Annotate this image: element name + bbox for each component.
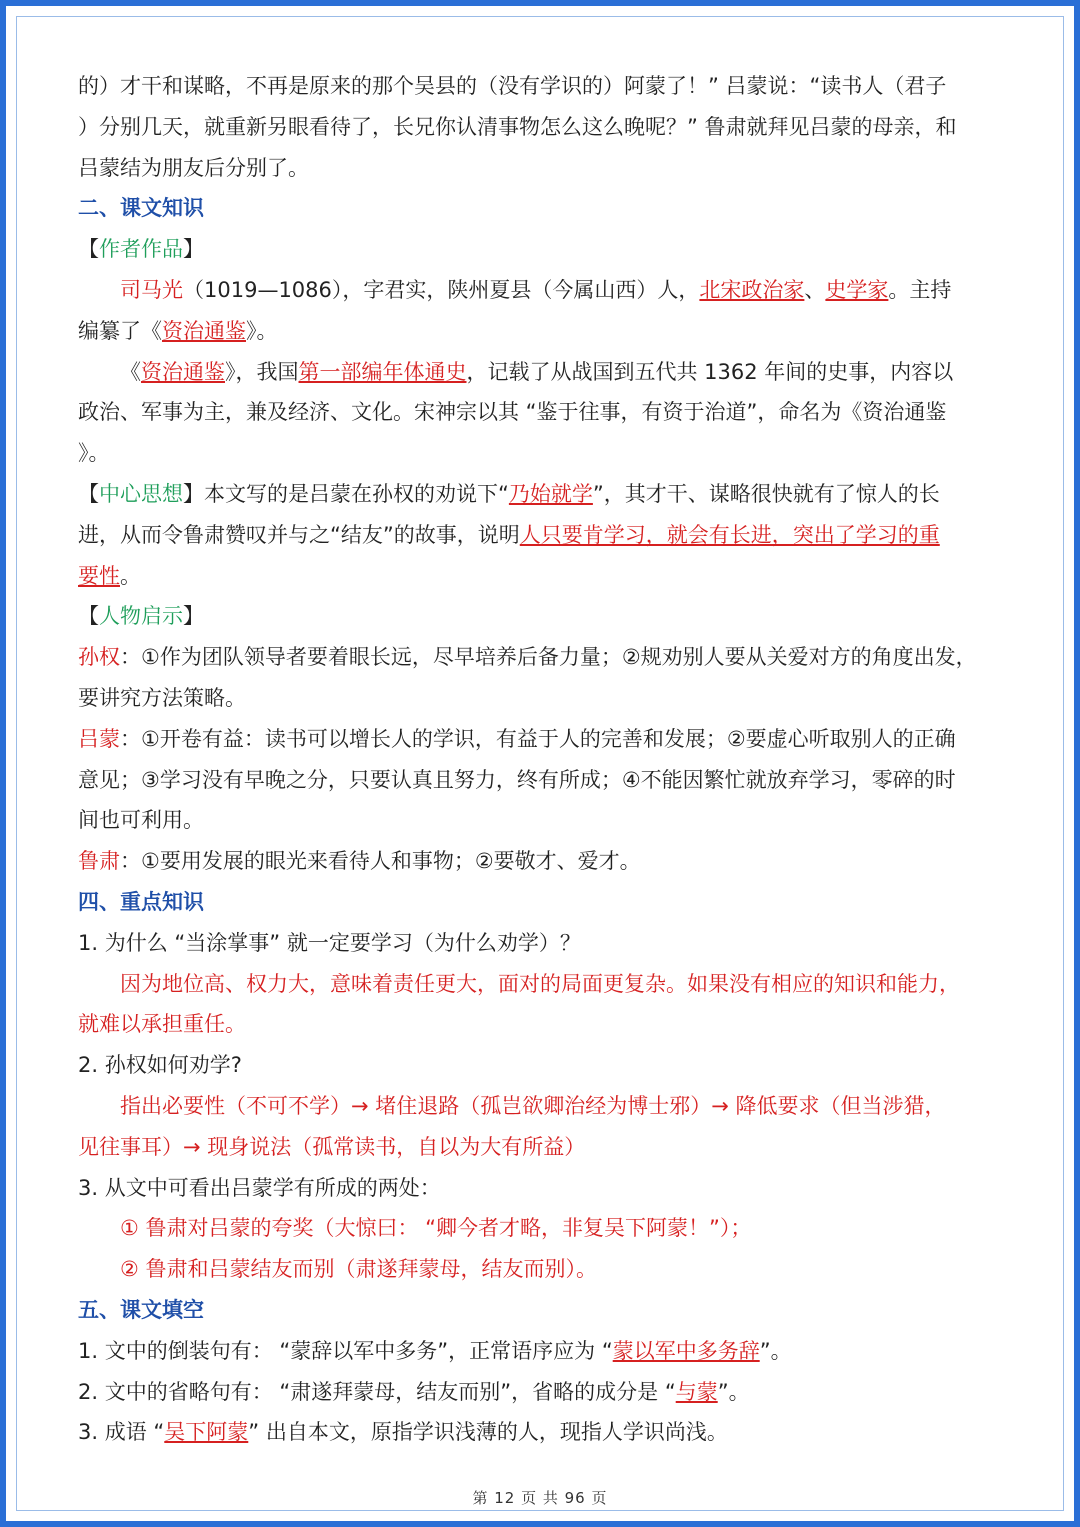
person-sunquan: 孙权	[78, 645, 120, 670]
book-text: 》，我国	[225, 359, 299, 384]
author-text: 编纂了《	[78, 318, 162, 343]
author-tag-text: 作者作品	[99, 237, 183, 262]
bracket: 】	[183, 481, 204, 506]
author-paragraph	[78, 270, 1006, 352]
idea-text: ”，其才干、谋略很快就有了惊人的长	[592, 481, 940, 506]
book-paragraph	[78, 352, 1006, 393]
fill-answer-1: 蒙以军中多务辞	[612, 1338, 760, 1363]
answer-3a: ① 鲁肃对吕蒙的夸奖（大惊曰： “卿今者才略，非复吴下阿蒙！”）；	[120, 1216, 752, 1241]
author-text: 。主持	[888, 277, 952, 302]
intro-line-2: ）分别几天，就重新另眼看待了，长兄你认清事物怎么这么晚呢？” 鲁肃就拜见吕蒙的母亲，和	[78, 114, 957, 139]
section-heading-2: 二、课文知识	[78, 196, 204, 221]
insight-text: ：①开卷有益：读书可以增长人的学识，有益于人的完善和发展；②要虚心听取别人的正确	[120, 726, 956, 751]
document-body	[78, 66, 1006, 1453]
idea-key-2-end: 要性	[78, 563, 120, 588]
answer-1b: 就难以承担重任。	[78, 1012, 246, 1037]
question-2: 2. 孙权如何劝学?	[78, 1053, 242, 1078]
author-role-1: 北宋政治家	[699, 277, 805, 302]
fill-answer-3: 吴下阿蒙	[164, 1420, 249, 1445]
fill-text: ”。	[717, 1379, 750, 1404]
bracket: 【	[78, 481, 99, 506]
person-lvmeng: 吕蒙	[78, 726, 120, 751]
book-line-3: 》。	[78, 441, 110, 466]
fill-2	[78, 1372, 1006, 1413]
book-text: 《	[120, 359, 141, 384]
insight-tag	[78, 596, 1006, 637]
section-heading-5: 五、课文填空	[78, 1297, 204, 1322]
answer-1a: 因为地位高、权力大，意味着责任更大，面对的局面更复杂。如果没有相应的知识和能力，	[120, 971, 960, 996]
insight-text: ：①作为团队领导者要着眼长远，尽早培养后备力量；②规劝别人要从关爱对方的角度出发，	[120, 645, 977, 670]
idea-key-2: 人只要肯学习，就会有长进，突出了学习的重	[519, 522, 940, 547]
author-name: 司马光	[120, 277, 183, 302]
fill-3	[78, 1412, 1006, 1453]
insight-text: 意见；③学习没有早晚之分，只要认真且努力，终有所成；④不能因繁忙就放弃学习，零碎的时	[78, 767, 956, 792]
author-tag	[78, 229, 1006, 270]
answer-2a: 指出必要性（不可不学）→ 堵住退路（孤岂欲卿治经为博士邪）→ 降低要求（但当涉猎，	[120, 1093, 946, 1118]
fill-1	[78, 1331, 1006, 1372]
bracket: 【	[78, 237, 99, 262]
intro-line-1: 的）才干和谋略，不再是原来的那个吴县的（没有学识的）阿蒙了！” 吕蒙说：“读书人（君子	[78, 74, 947, 98]
bracket: 】	[183, 237, 204, 262]
fill-text: ”。	[759, 1338, 792, 1363]
fill-text: 1. 文中的倒装句有： “蒙辞以军中多务”，正常语序应为 “	[78, 1338, 613, 1363]
author-role-2: 史学家	[825, 277, 889, 302]
author-text: 》。	[246, 318, 278, 343]
author-sep: 、	[804, 277, 826, 302]
author-book: 资治通鉴	[162, 318, 246, 343]
idea-text: 本文写的是吕蒙在孙权的劝说下“	[204, 481, 509, 506]
book-text: ，记载了从战国到五代共 1362 年间的史事，内容以	[466, 359, 954, 384]
book-line-2: 政治、军事为主，兼及经济、文化。宋神宗以其 “鉴于往事，有资于治道”，命名为《资治通鉴	[78, 400, 947, 425]
author-text: （1019—1086），字君实，陕州夏县（今属山西）人，	[183, 277, 700, 302]
insight-lusu	[78, 841, 1006, 882]
question-3: 3. 从文中可看出吕蒙学有所成的两处：	[78, 1175, 441, 1200]
fill-text: 2. 文中的省略句有： “肃遂拜蒙母，结友而别”，省略的成分是 “	[78, 1379, 676, 1404]
idea-key-1: 乃始就学	[508, 481, 593, 506]
book-title: 资治通鉴	[141, 359, 225, 384]
fill-text: 3. 成语 “	[78, 1420, 165, 1445]
insight-sunquan	[78, 637, 1006, 719]
fill-answer-2: 与蒙	[675, 1379, 718, 1404]
idea-text: 。	[120, 563, 141, 588]
question-1: 1. 为什么 “当涂掌事” 就一定要学习（为什么劝学）？	[78, 930, 581, 955]
insight-text: 间也可利用。	[78, 808, 204, 833]
person-lusu: 鲁肃	[78, 849, 120, 874]
answer-2b: 见往事耳）→ 现身说法（孤常读书，自以为大有所益）	[78, 1134, 586, 1159]
idea-text: 进，从而令鲁肃赞叹并与之“结友”的故事，说明	[78, 522, 520, 547]
idea-tag-text: 中心思想	[99, 481, 183, 506]
book-first: 第一部编年体通史	[298, 359, 467, 384]
page-footer: 第 12 页 共 96 页	[472, 1489, 608, 1507]
answer-3b: ② 鲁肃和吕蒙结友而别（肃遂拜蒙母，结友而别）。	[120, 1257, 597, 1282]
insight-lvmeng	[78, 719, 1006, 841]
insight-text: ：①要用发展的眼光来看待人和事物；②要敬才、爱才。	[120, 849, 641, 874]
bracket: 【	[78, 604, 99, 629]
section-heading-4: 四、重点知识	[78, 889, 204, 914]
fill-text: ” 出自本文，原指学识浅薄的人，现指人学识尚浅。	[248, 1420, 728, 1445]
insight-text: 要讲究方法策略。	[78, 685, 246, 710]
central-idea	[78, 474, 1006, 596]
intro-line-3: 吕蒙结为朋友后分别了。	[78, 155, 309, 180]
insight-tag-text: 人物启示	[99, 604, 183, 629]
bracket: 】	[183, 604, 204, 629]
